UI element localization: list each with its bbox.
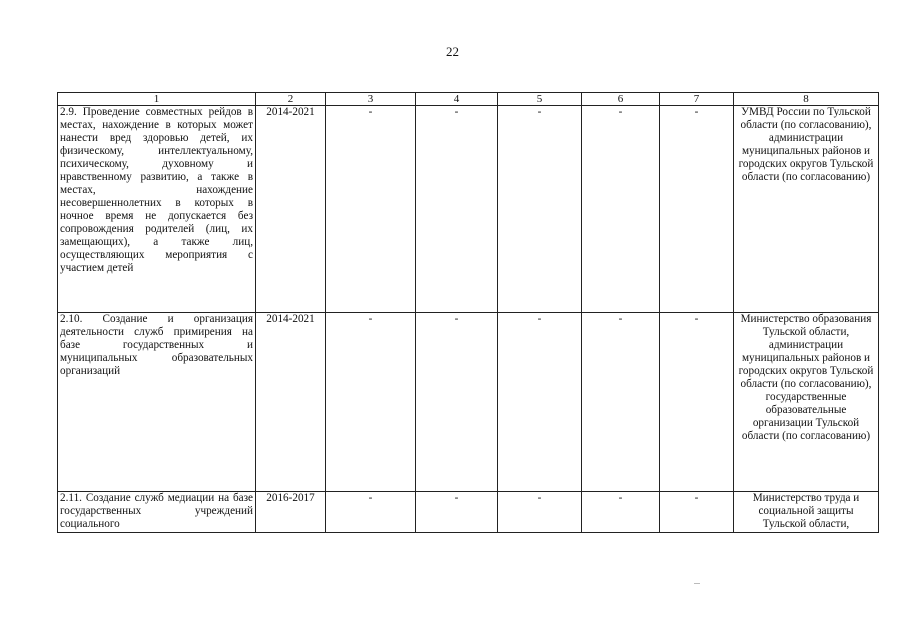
column-header-2: 2	[256, 93, 326, 106]
implementation-period: 2016-2017	[256, 492, 326, 533]
table-header-row	[58, 93, 879, 106]
measure-description: 2.9. Проведение совместных рейдов в местах, нахождение в которых может нанести вред здоровью детей, их физическому, интеллектуальному, психическому, духовному и нравственному развитию, а также в местах, нахождение несовершеннолетних в которых в ночное время не допускается без сопровождения родителей (лиц, их замещающих), а также лиц, осуществляющих мероприятия с участием детей	[58, 106, 256, 313]
responsible-executor: Министерство образования Тульской области, администрации муниципальных районов и городских округов Тульской области (по согласованию), государственные образовательные организации Тульской области (по согласованию)	[734, 313, 879, 492]
cell-col-6: -	[582, 106, 660, 313]
cell-col-3: -	[326, 492, 416, 533]
cell-col-4: -	[416, 313, 498, 492]
plan-table	[57, 92, 879, 533]
cell-col-5: -	[498, 492, 582, 533]
cell-col-3: -	[326, 313, 416, 492]
cell-col-4: -	[416, 492, 498, 533]
cell-col-3: -	[326, 106, 416, 313]
responsible-executor: Министерство труда и социальной защиты Тульской области,	[734, 492, 879, 533]
cell-col-6: -	[582, 492, 660, 533]
implementation-period: 2014-2021	[256, 313, 326, 492]
column-header-4: 4	[416, 93, 498, 106]
page-number: 22	[446, 44, 459, 59]
table-row	[58, 313, 879, 492]
table-row	[58, 492, 879, 533]
cell-col-6: -	[582, 313, 660, 492]
cell-col-7: -	[660, 106, 734, 313]
implementation-period: 2014-2021	[256, 106, 326, 313]
scan-mark	[694, 583, 700, 584]
column-header-7: 7	[660, 93, 734, 106]
table-row	[58, 106, 879, 313]
cell-col-7: -	[660, 313, 734, 492]
measure-description: 2.10. Создание и организация деятельности служб примирения на базе государственных и муниципальных образовательных организаций	[58, 313, 256, 492]
measure-description: 2.11. Создание служб медиации на базе государственных учреждений социального	[58, 492, 256, 533]
column-header-1: 1	[58, 93, 256, 106]
cell-col-5: -	[498, 106, 582, 313]
responsible-executor: УМВД России по Тульской области (по согласованию), администрации муниципальных районов и городских округов Тульской области (по согласованию)	[734, 106, 879, 313]
column-header-8: 8	[734, 93, 879, 106]
column-header-5: 5	[498, 93, 582, 106]
cell-col-5: -	[498, 313, 582, 492]
column-header-6: 6	[582, 93, 660, 106]
column-header-3: 3	[326, 93, 416, 106]
cell-col-7: -	[660, 492, 734, 533]
cell-col-4: -	[416, 106, 498, 313]
